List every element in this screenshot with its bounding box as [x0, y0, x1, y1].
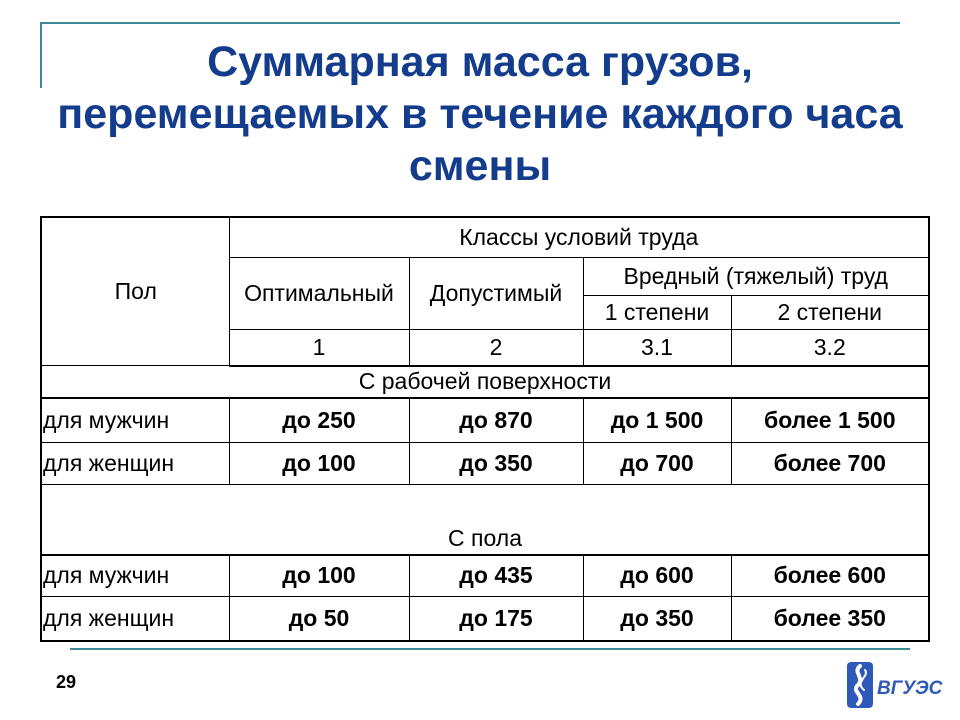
header-harmful: Вредный (тяжелый) труд: [583, 257, 929, 295]
table-cell: до 350: [583, 597, 731, 641]
table-cell: до 175: [409, 597, 583, 641]
slide-title: Суммарная масса грузов, перемещаемых в течение каждого часа смены: [57, 38, 903, 190]
header-degree-2: 2 степени: [731, 295, 929, 329]
logo-text: ВГУЭС: [877, 678, 943, 699]
bottom-divider-line: [70, 648, 910, 650]
class-code: 3.1: [583, 330, 731, 366]
class-code: 3.2: [731, 330, 929, 366]
table-cell: до 1 500: [583, 398, 731, 442]
table-cell: до 250: [229, 398, 409, 442]
row-label: для женщин: [41, 442, 229, 484]
class-code: 2: [409, 330, 583, 366]
top-divider-line: [40, 22, 900, 24]
section-floor: С пола: [41, 484, 929, 554]
row-label: для мужчин: [41, 398, 229, 442]
table-cell: до 350: [409, 442, 583, 484]
header-permissible: Допустимый: [409, 257, 583, 329]
table-cell: до 100: [229, 555, 409, 597]
row-label: для мужчин: [41, 555, 229, 597]
row-label: для женщин: [41, 597, 229, 641]
header-optimal: Оптимальный: [229, 257, 409, 329]
table-cell: более 600: [731, 555, 929, 597]
section-surface: С рабочей поверхности: [41, 366, 929, 398]
table-cell: до 600: [583, 555, 731, 597]
table-cell: более 1 500: [731, 398, 929, 442]
table-cell: до 700: [583, 442, 731, 484]
header-gender: Пол: [41, 217, 229, 366]
table-cell: до 435: [409, 555, 583, 597]
table-cell: до 870: [409, 398, 583, 442]
header-degree-1: 1 степени: [583, 295, 731, 329]
table-cell: более 350: [731, 597, 929, 641]
class-code: 1: [229, 330, 409, 366]
load-mass-table: [40, 216, 930, 642]
table-cell: до 50: [229, 597, 409, 641]
page-number: 29: [56, 672, 77, 692]
table-cell: более 700: [731, 442, 929, 484]
header-classes: Классы условий труда: [229, 217, 929, 257]
table-cell: до 100: [229, 442, 409, 484]
university-logo: [846, 660, 943, 710]
